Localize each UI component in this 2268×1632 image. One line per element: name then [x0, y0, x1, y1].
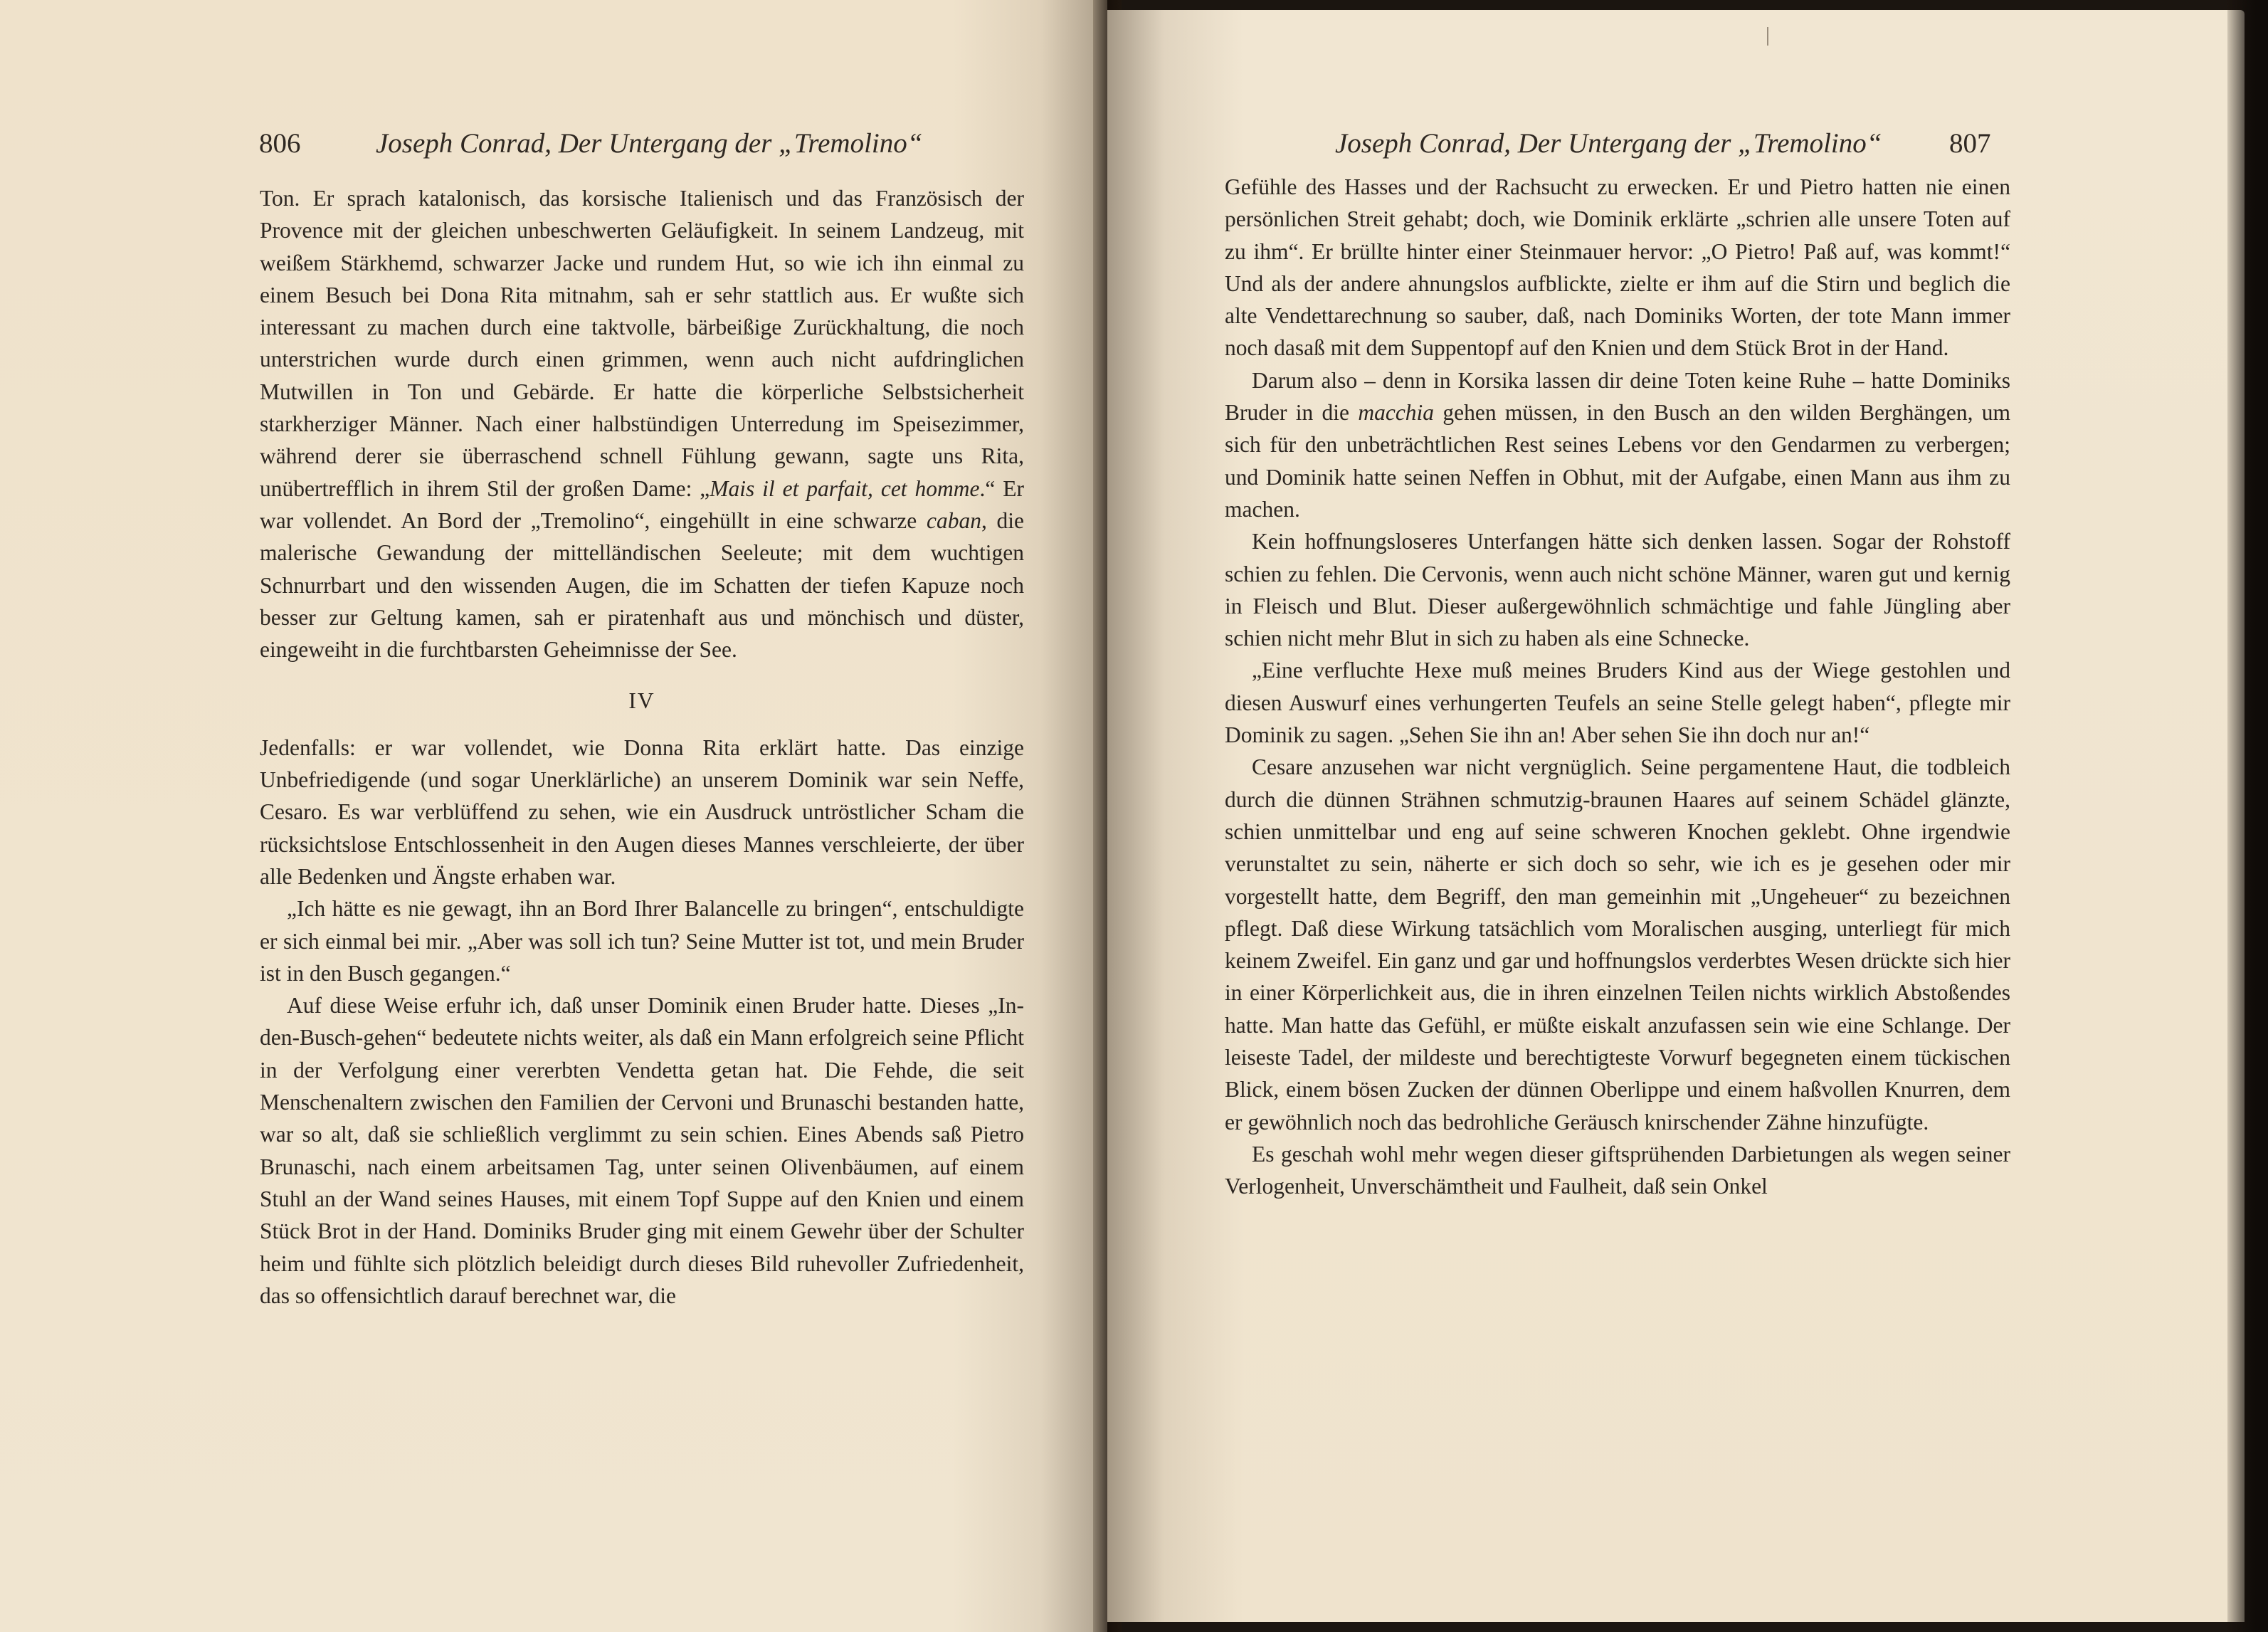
italic-text: macchia [1358, 400, 1435, 426]
text-run: Auf diese Weise erfuhr ich, daß unser Dominik einen Bruder hatte. Dieses „In-den-Busch-gehen“ bedeutete nichts weiter, als daß ein Mann erfolgreich seine Pflicht in der Verfolgung einer vererbten Vendetta getan hat. Die Fehde, die seit Menschenaltern zwischen den Familien der Cervoni und Brunaschi bestanden hatte, war so alt, daß sie schließlich verglimmt zu sein schien. Eines Abends saß Pietro Brunaschi, nach einem arbeitsamen Tag, unter seinen Olivenbäumen, auf einem Stuhl an der Wand seines Hauses, mit einem Topf Suppe auf den Knien und einem Stück Brot in der Hand. Dominiks Bruder ging mit einem Gewehr über der Schulter heim und fühlte sich plötzlich beleidigt durch dieses Bild ruhevoller Zufriedenheit, das so offensichtlich darauf berechnet war, die [260, 993, 1024, 1308]
text-run: .“ Er war vollendet. An Bord der „Tremolino“, eingehüllt in eine schwarze [260, 475, 1024, 533]
book-edge-shadow [2227, 0, 2268, 1632]
text-run: Kein hoffnungsloseres Unterfangen hätte sich denken lassen. Sogar der Rohstoff schien zu fehlen. Die Cervonis, wenn auch nicht schöne Männer, waren gut und kernig in Fleisch und Blut. Dieser außergewöhnlich schmächtige und fahle Jüngling aber schien nicht mehr Blut in sich zu haben als eine Schnecke. [1225, 529, 2010, 651]
chapter-heading: IV [628, 688, 655, 714]
text-run: , die malerische Gewandung der mittelländischen Seeleute; mit dem wuchtigen Schnurrbart und den wissenden Augen, die im Schatten der tiefen Kapuze noch besser zur Geltung kamen, sah er piratenhaft aus und mönchisch und düster, eingeweiht in die furchtbarsten Geheimnisse der See. [260, 507, 1024, 663]
text-run: Darum also – denn in Korsika lassen dir deine Toten keine Ruhe – hatte Dominiks Bruder in die [1225, 367, 2010, 426]
paragraph [260, 732, 1024, 893]
page-number-left: 806 [259, 128, 301, 159]
paragraph [260, 989, 1024, 1312]
text-run: Gefühle des Hasses und der Rachsucht zu erwecken. Er und Pietro hatten nie einen persönlichen Streit gehabt; doch, wie Dominik erklärte „schrien alle unsere Toten auf zu ihm“. Er brüllte hinter einer Steinmauer hervor: „O Pietro! Paß auf, was kommt!“ Und als der andere ahnungslos aufblickte, zielte er ihm auf die Stirn und beglich die alte Vendettarechnung so sauber, daß, nach Dominiks Worten, der tote Mann immer noch dasaß mit dem Suppentopf auf den Knien und dem Stück Brot in der Hand. [1225, 174, 2010, 361]
italic-text: Mais il et parfait, cet homme [710, 475, 980, 501]
left-page [0, 0, 1107, 1632]
paragraph [1225, 1138, 2010, 1203]
text-run: Es geschah wohl mehr wegen dieser giftsprühenden Darbietungen als wegen seiner Verlogenheit, Unverschämtheit und Faulheit, daß sein Onkel [1225, 1141, 2010, 1199]
right-page-body [1225, 171, 2010, 1203]
paragraph [1225, 751, 2010, 1138]
pencil-mark [1767, 27, 1768, 46]
paragraph [1225, 654, 2010, 751]
left-page-body [260, 182, 1024, 1312]
text-run: Jedenfalls: er war vollendet, wie Donna Rita erklärt hatte. Das einzige Unbefriedigende (und sogar Unerklärliche) an unserem Dominik war sein Neffe, Cesaro. Es war verblüffend zu sehen, wie ein Ausdruck untröstlicher Scham die rücksichtslose Entschlossenheit in den Augen dieses Mannes verschleierte, der über alle Bedenken und Ängste erhaben war. [260, 735, 1024, 889]
text-run: „Eine verfluchte Hexe muß meines Bruders Kind aus der Wiege gestohlen und diesen Auswurf eines verhungerten Teufels an seine Stelle gelegt haben“, pflegte mir Dominik zu sagen. „Sehen Sie ihn an! Aber sehen Sie ihn doch nur an!“ [1225, 658, 2010, 748]
right-page-header [1107, 128, 2245, 175]
paragraph [260, 182, 1024, 665]
italic-text: caban [926, 507, 981, 533]
text-run: „Ich hätte es nie gewagt, ihn an Bord Ihrer Balancelle zu bringen“, entschuldigte er sich einmal bei mir. „Aber was soll ich tun? Seine Mutter ist tot, und mein Bruder ist in den Busch gegangen.“ [260, 896, 1024, 986]
paragraph [1225, 364, 2010, 525]
left-page-header [0, 122, 1107, 165]
running-head-left: Joseph Conrad, Der Untergang der „Tremolino“ [376, 128, 923, 159]
text-run: Ton. Er sprach katalonisch, das korsische Italienisch und das Französisch der Provence mit der gleichen unbeschwerten Geläufigkeit. In seinem Landzeug, mit weißem Stärkhemd, schwarzer Jacke und rundem Hut, so wie ich ihn einmal zu einem Besuch bei Dona Rita mitnahm, sah er sehr stattlich aus. Er wußte sich interessant zu machen durch eine taktvolle, bärbeißige Zurückhaltung, die noch unterstrichen wurde durch einen grimmen, wenn auch nicht aufdringlichen Mutwillen in Ton und Gebärde. Er hatte die körperliche Selbstsicherheit starkherziger Männer. Nach einer halbstündigen Unterredung im Speisezimmer, während derer sie überraschend schnell Fühlung gewann, sagte uns Rita, unübertrefflich in ihrem Stil der großen Dame: „ [260, 186, 1024, 501]
text-run: gehen müssen, in den Busch an den wilden Berghängen, um sich für den unbeträchtlichen Rest seines Lebens vor den Gendarmen zu verbergen; und Dominik hatte seinen Neffen in Obhut, mit der Aufgabe, einen Mann aus ihm zu machen. [1225, 400, 2010, 522]
text-run: Cesare anzusehen war nicht vergnüglich. Seine pergamentene Haut, die todbleich durch die dünnen Strähnen schmutzig-braunen Haares auf seinem Schädel glänzte, schien unmittelbar und eng auf seine schweren Knochen geklebt. Ohne irgendwie verunstaltet zu sein, näherte er sich doch so sehr, wie ich es je gesehen oder mir vorgestellt hatte, dem Begriff, den man gemeinhin mit „Ungeheuer“ zu bezeichnen pflegt. Daß diese Wirkung tatsächlich vom Moralischen ausging, unterliegt für mich keinem Zweifel. Ein ganz und gar und hoffnungslos verderbtes Wesen drückte sich hier in einer Körperlichkeit aus, die in ihren einzelnen Teilen nichts wirklich Abstoßendes hatte. Man hatte das Gefühl, er müßte eiskalt anzufassen sein wie eine Schlange. Der leiseste Tadel, der mildeste und berechtigteste Vorwurf begegneten einem tückischen Blick, einem bösen Zucken der dünnen Oberlippe und einem haßvollen Knurren, dem er gewöhnlich noch das bedrohliche Geräusch knirschender Zähne hinzufügte. [1225, 754, 2010, 1134]
running-head-right: Joseph Conrad, Der Untergang der „Tremolino“ [1335, 128, 1882, 159]
page-number-right: 807 [1949, 128, 1991, 159]
right-page [1107, 10, 2245, 1622]
paragraph [260, 893, 1024, 989]
paragraph [1225, 171, 2010, 364]
paragraph [1225, 525, 2010, 654]
